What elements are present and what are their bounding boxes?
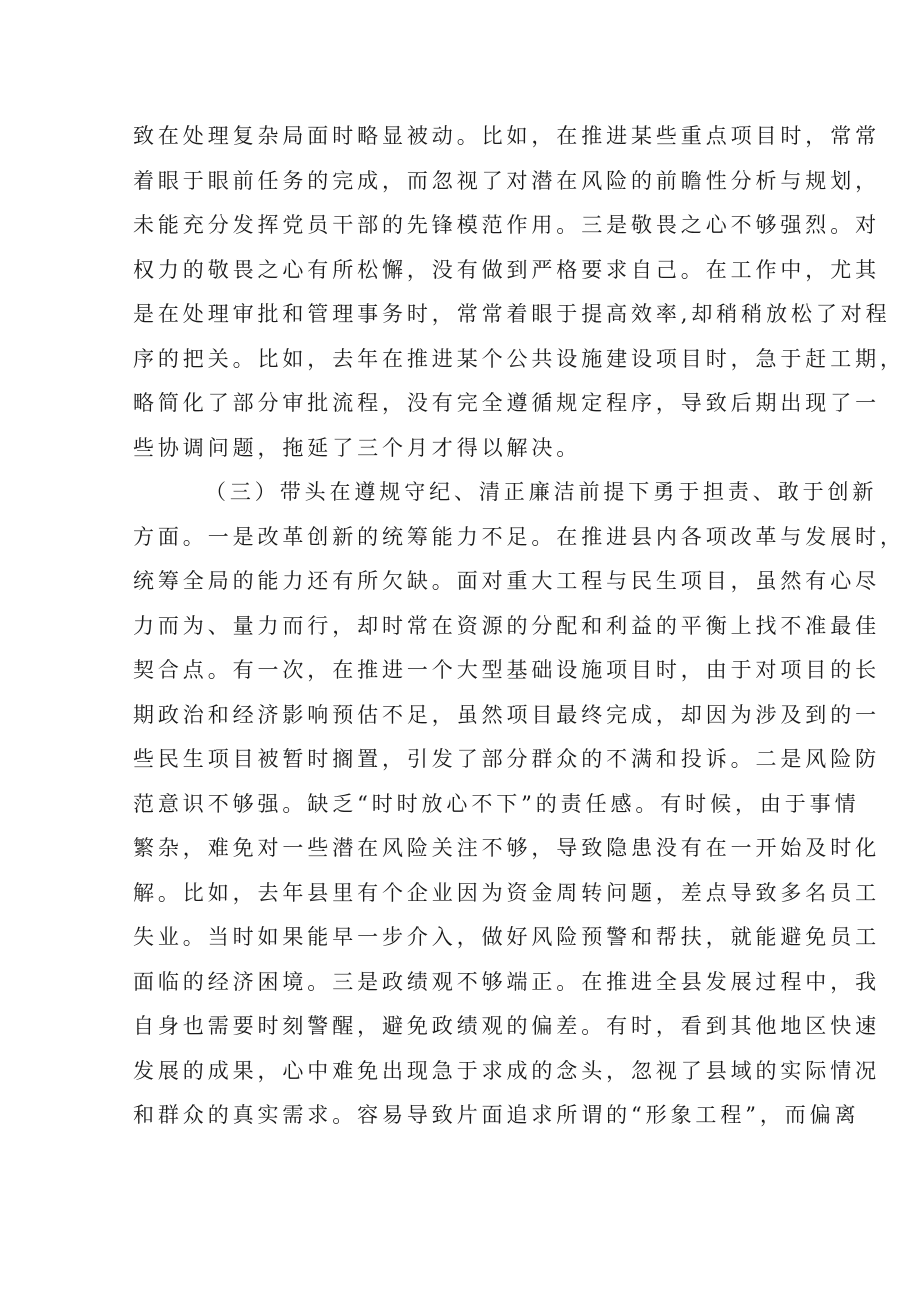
text-line: 自身也需要时刻警醒，避免政绩观的偏差。有时，看到其他地区快速 — [133, 1014, 880, 1038]
text-line: 略简化了部分审批流程，没有完全遵循规定程序，导致后期出现了一 — [133, 391, 880, 415]
text-line: 些协调问题，拖延了三个月才得以解决。 — [133, 435, 582, 460]
text-line: 是在处理审批和管理事务时，常常着眼于提高效率,却稍稍放松了对程 — [133, 302, 891, 326]
text-line: 方面。一是改革创新的统筹能力不足。在推进县内各项改革与发展时， — [133, 524, 905, 549]
text-line: 失业。当时如果能早一步介入，做好风险预警和帮扶，就能避免员工 — [133, 925, 880, 949]
text-line: 未能充分发挥党员干部的先锋模范作用。三是敬畏之心不够强烈。对 — [133, 213, 880, 237]
section-heading-line: （三）带头在遵规守纪、清正廉洁前提下勇于担责、敢于创新 — [205, 480, 878, 504]
text-line: 序的把关。比如，去年在推进某个公共设施建设项目时，急于赶工期， — [133, 346, 905, 371]
document-body — [133, 114, 905, 1138]
text-line: 发展的成果，心中难免出现急于求成的念头，忽视了县域的实际情况 — [133, 1058, 880, 1083]
text-line: 解。比如，去年县里有个企业因为资金周转问题，差点导致多名员工 — [133, 880, 880, 905]
text-line: 着眼于眼前任务的完成，而忽视了对潜在风险的前瞻性分析与规划， — [133, 168, 880, 193]
text-line: 权力的敬畏之心有所松懈，没有做到严格要求自己。在工作中，尤其 — [133, 257, 880, 282]
text-line: 致在处理复杂局面时略显被动。比如，在推进某些重点项目时，常常 — [133, 124, 880, 148]
text-line: 力而为、量力而行，却时常在资源的分配和利益的平衡上找不准最佳 — [133, 613, 880, 638]
text-line: 和群众的真实需求。容易导致片面追求所谓的“形象工程”，而偏离 — [133, 1103, 860, 1127]
text-line: 繁杂，难免对一些潜在风险关注不够，导致隐患没有在一开始及时化 — [133, 836, 880, 860]
text-line: 面临的经济困境。三是政绩观不够端正。在推进全县发展过程中，我 — [133, 969, 880, 994]
text-line: 些民生项目被暂时搁置，引发了部分群众的不满和投诉。二是风险防 — [133, 747, 880, 771]
text-line: 契合点。有一次，在推进一个大型基础设施项目时，由于对项目的长 — [133, 658, 880, 682]
text-line: 期政治和经济影响预估不足，虽然项目最终完成，却因为涉及到的一 — [133, 702, 880, 727]
text-line: 统筹全局的能力还有所欠缺。面对重大工程与民生项目，虽然有心尽 — [133, 569, 880, 593]
text-line: 范意识不够强。缺乏“时时放心不下”的责任感。有时候，由于事情 — [133, 791, 860, 816]
